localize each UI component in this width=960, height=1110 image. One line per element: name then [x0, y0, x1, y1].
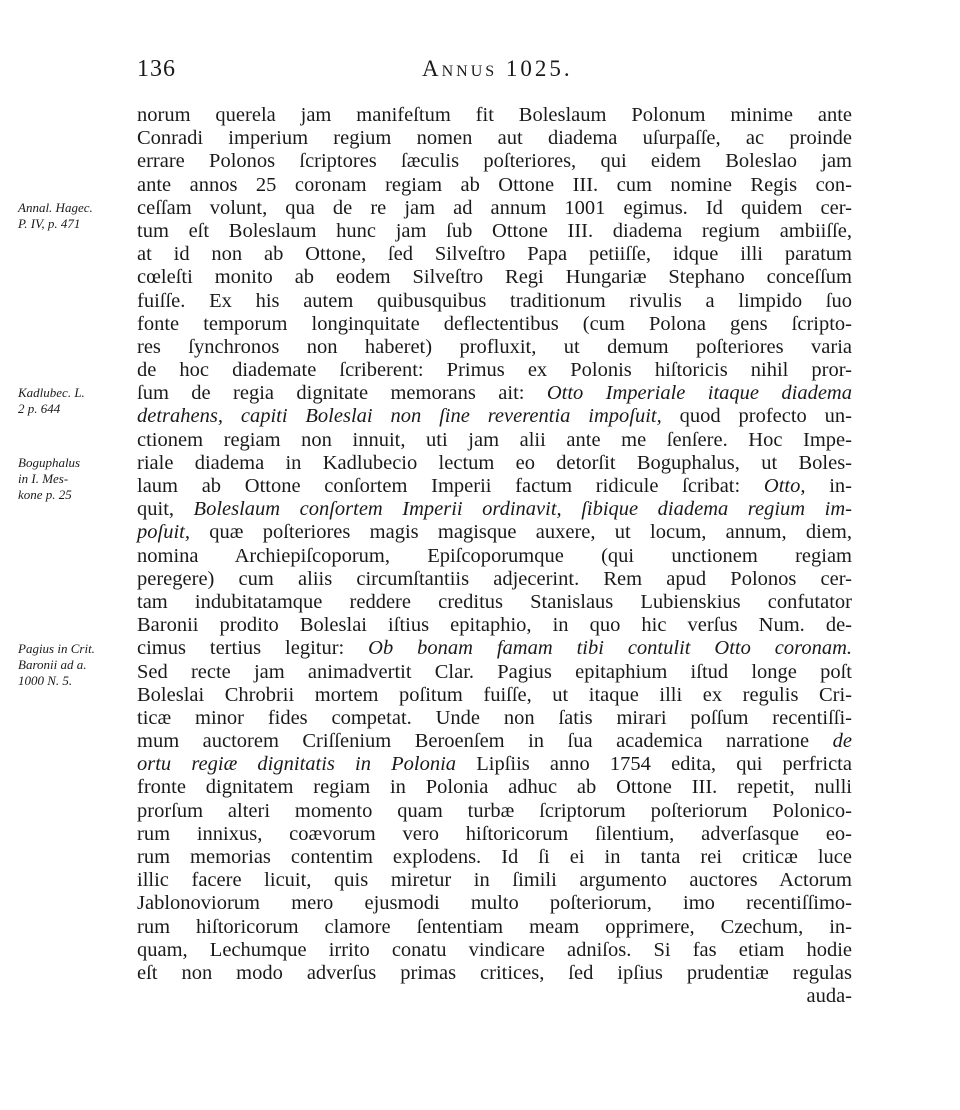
text-segment: Conradi imperium regium nomen aut diadema uſurpaſſe, ac proinde	[137, 127, 852, 150]
margin-note-line: P. IV, p. 471	[18, 215, 81, 231]
margin-note-line: 2 p. 644	[18, 401, 61, 417]
page-header	[0, 56, 960, 90]
text-segment: Boleslai Chrobrii mortem poſitum fuiſſe, ut itaque illi ex regulis Cri-	[137, 683, 852, 706]
text-segment: peregere) cum aliis circumſtantiis adjecerint. Rem apud Polonos cer-	[137, 567, 852, 590]
text-line	[137, 197, 852, 220]
text-line	[137, 962, 852, 985]
text-segment: Sed recte jam animadvertit Clar. Pagius epitaphium iſtud longe poſt	[137, 660, 852, 683]
text-line	[137, 220, 852, 243]
text-line	[137, 127, 852, 150]
margin-note-line: Annal. Hagec.	[18, 199, 93, 215]
text-line	[137, 684, 852, 707]
text-line	[137, 150, 852, 173]
text-line	[137, 475, 852, 498]
margin-note-line: 1000 N. 5.	[18, 672, 73, 688]
text-segment: rum hiſtoricorum clamore ſententiam meam opprimere, Czechum, in-	[137, 915, 852, 938]
text-line	[137, 776, 852, 799]
text-line	[137, 823, 852, 846]
text-line	[137, 591, 852, 614]
text-segment: Jablonoviorum mero ejusmodi multo poſteriorum, imo recentiſſimo-	[137, 892, 852, 915]
text-segment: auda-	[806, 985, 852, 1008]
text-segment: norum querela jam manifeſtum fit Boleslaum Polonum minime ante	[137, 104, 852, 126]
margin-note-line: kone p. 25	[18, 487, 72, 502]
text-segment: tum eſt Boleslaum hunc jam ſub Ottone III. diadema regium ambiiſſe,	[137, 219, 852, 242]
text-segment: fuiſſe. Ex his autem quibusquibus traditionum rivulis a limpido ſuo	[137, 289, 852, 312]
text-segment: errare Polonos ſcriptores ſæculis poſteriores, qui eidem Boleslao jam	[137, 150, 852, 173]
text-line	[137, 174, 852, 197]
text-line	[137, 429, 852, 452]
text-segment: tam indubitatamque reddere creditus Stanislaus Lubienskius confutator	[137, 590, 852, 613]
italic-segment: Boleslaum conſortem Imperii ordinavit, ſibique diadema regium im-	[193, 498, 852, 521]
text-line	[137, 661, 852, 684]
margin-note	[18, 641, 136, 689]
text-segment: ſum de regia dignitate memorans ait:	[137, 382, 547, 405]
text-segment: quod profecto un-	[661, 405, 852, 428]
margin-note-line: in I. Mes-	[18, 471, 69, 486]
text-line	[137, 243, 852, 266]
text-line	[137, 104, 852, 127]
italic-segment: Otto,	[763, 475, 806, 497]
text-line	[137, 730, 852, 753]
text-segment: ctionem regiam non innuit, uti jam alii ante me ſenſere. Hoc Impe-	[137, 428, 852, 451]
text-segment: cœleſti monito ab eodem Silveſtro Regi Hungariæ Stephano conceſſum	[137, 266, 852, 289]
text-segment: cimus tertius legitur:	[137, 637, 369, 660]
text-line	[137, 382, 852, 405]
text-line	[137, 266, 852, 289]
italic-segment: Ob bonam famam tibi contulit Otto coronam.	[368, 637, 852, 660]
text-segment: Lipſiis anno 1754 edita, qui perfricta	[456, 753, 852, 776]
text-line	[137, 892, 852, 915]
text-line	[137, 521, 852, 544]
body-text	[137, 104, 852, 1008]
text-line	[137, 405, 852, 428]
text-line	[137, 869, 852, 892]
text-segment: illic facere licuit, quis miretur in ſimili argumento auctores Actorum	[137, 869, 852, 892]
margin-note-line: Boguphalus	[18, 455, 81, 470]
text-segment: res ſynchronos non haberet) profluxit, ut demum poſteriores varia	[137, 335, 852, 358]
text-line	[137, 916, 852, 939]
text-segment: prorſum alteri momento quam turbæ ſcriptorum poſteriorum Polonico-	[137, 799, 852, 822]
italic-segment: ortu regiæ dignitatis in Polonia	[137, 753, 457, 776]
text-segment: eſt non modo adverſus primas critices, ſed ipſius prudentiæ regulas	[137, 961, 852, 984]
page-number: 136	[137, 56, 176, 82]
text-segment: quam, Lechumque irrito conatu vindicare adniſos. Si fas etiam hodie	[137, 938, 852, 961]
text-line	[137, 568, 852, 591]
text-segment: laum ab Ottone conſortem Imperii factum ridicule ſcribat:	[137, 475, 764, 497]
text-line	[137, 290, 852, 313]
text-line	[137, 985, 852, 1008]
text-line	[137, 637, 852, 660]
text-segment: riale diadema in Kadlubecio lectum eo detorſit Boguphalus, ut Boles-	[137, 451, 852, 474]
text-line	[137, 452, 852, 475]
text-segment: rum memorias contentim explodens. Id ſi ei in tanta rei criticæ luce	[137, 846, 852, 868]
text-segment: rum innixus, coævorum vero hiſtoricorum ſilentium, adverſasque eo-	[137, 822, 852, 845]
text-segment: de hoc diademate ſcriberent: Primus ex Polonis hiſtoricis nihil pror-	[137, 359, 852, 382]
text-segment: ceſſam volunt, qua de re jam ad annum 1001 egimus. Id quidem cer-	[137, 196, 852, 219]
margin-note-line: Baronii ad a.	[18, 656, 87, 672]
text-line	[137, 800, 852, 823]
text-line	[137, 359, 852, 382]
text-segment: mum auctorem Criſſenium Beroenſem in ſua academica narratione	[137, 730, 833, 753]
margin-note	[18, 385, 136, 417]
text-line	[137, 498, 852, 521]
text-segment: nomina Archiepiſcoporum, Epiſcoporumque (qui unctionem regiam	[137, 544, 852, 567]
text-segment: at id non ab Ottone, ſed Silveſtro Papa petiiſſe, idque illi paratum	[137, 243, 852, 266]
text-line	[137, 614, 852, 637]
text-segment: quit,	[137, 498, 194, 521]
text-line	[137, 846, 852, 869]
italic-segment: de	[832, 730, 852, 753]
text-segment: ante annos 25 coronam regiam ab Ottone III. cum nomine Regis con-	[137, 173, 852, 196]
running-head: Annus 1025.	[422, 56, 573, 81]
italic-segment: detrahens, capiti Boleslai non ſine reverentia impoſuit,	[137, 405, 662, 428]
margin-note-line: Pagius in Crit.	[18, 640, 95, 656]
text-segment: Baronii prodito Boleslai iſtius epitaphio, in quo hic verſus Num. de-	[137, 614, 852, 637]
italic-segment: poſuit,	[137, 521, 190, 544]
text-line	[137, 707, 852, 730]
margin-note	[18, 455, 136, 503]
margin-note	[18, 200, 136, 232]
text-line	[137, 336, 852, 359]
text-line	[137, 939, 852, 962]
text-segment: ticæ minor fides competat. Unde non ſatis mirari poſſum recentiſſi-	[137, 706, 852, 729]
text-line	[137, 545, 852, 568]
text-segment: quæ poſteriores magis magisque auxere, ut locum, annum, diem,	[189, 521, 852, 544]
text-line	[137, 313, 852, 336]
text-segment: fronte dignitatem regiam in Polonia adhuc ab Ottone III. repetit, nulli	[137, 776, 852, 799]
margin-note-line: Kadlubec. L.	[18, 385, 85, 401]
text-segment: fonte temporum longinquitate deflectentibus (cum Polona gens ſcripto-	[137, 312, 852, 335]
text-line	[137, 753, 852, 776]
italic-segment: Otto Imperiale itaque diadema	[546, 382, 852, 405]
text-segment: in-	[805, 475, 852, 497]
